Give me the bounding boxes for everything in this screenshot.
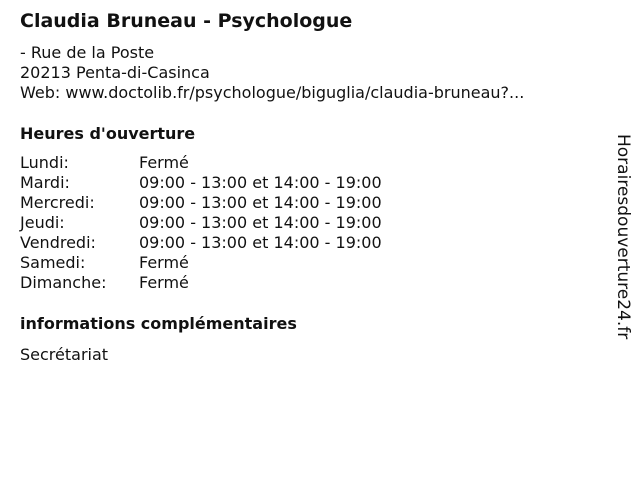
page-title: Claudia Bruneau - Psychologue	[20, 10, 353, 32]
hours-time: 09:00 - 13:00 et 14:00 - 19:00	[139, 193, 382, 212]
address-block	[20, 43, 524, 103]
hours-row-dimanche	[20, 273, 382, 293]
hours-day: Mercredi:	[20, 193, 95, 212]
address-street: - Rue de la Poste	[20, 43, 155, 62]
hours-day: Lundi:	[20, 153, 69, 172]
hours-row-samedi	[20, 253, 382, 273]
hours-time: 09:00 - 13:00 et 14:00 - 19:00	[139, 173, 382, 192]
hours-time: Fermé	[139, 153, 189, 172]
hours-day: Samedi:	[20, 253, 86, 272]
side-brand-watermark: Horairesdouverture24.fr	[613, 134, 633, 340]
hours-day: Vendredi:	[20, 233, 96, 252]
address-city: 20213 Penta-di-Casinca	[20, 63, 210, 82]
hours-time: Fermé	[139, 253, 189, 272]
hours-row-mercredi	[20, 193, 382, 213]
hours-row-jeudi	[20, 213, 382, 233]
info-text: Secrétariat	[20, 345, 109, 364]
info-heading: informations complémentaires	[20, 314, 297, 333]
hours-row-vendredi	[20, 233, 382, 253]
hours-day: Jeudi:	[20, 213, 65, 232]
hours-time: Fermé	[139, 273, 189, 292]
address-web: Web: www.doctolib.fr/psychologue/biguglia/claudia-bruneau?...	[20, 83, 525, 102]
hours-time: 09:00 - 13:00 et 14:00 - 19:00	[139, 213, 382, 232]
hours-day: Mardi:	[20, 173, 70, 192]
hours-row-lundi	[20, 153, 382, 173]
hours-row-mardi	[20, 173, 382, 193]
hours-table	[20, 153, 382, 293]
hours-day: Dimanche:	[20, 273, 107, 292]
hours-time: 09:00 - 13:00 et 14:00 - 19:00	[139, 233, 382, 252]
hours-heading: Heures d'ouverture	[20, 124, 196, 143]
